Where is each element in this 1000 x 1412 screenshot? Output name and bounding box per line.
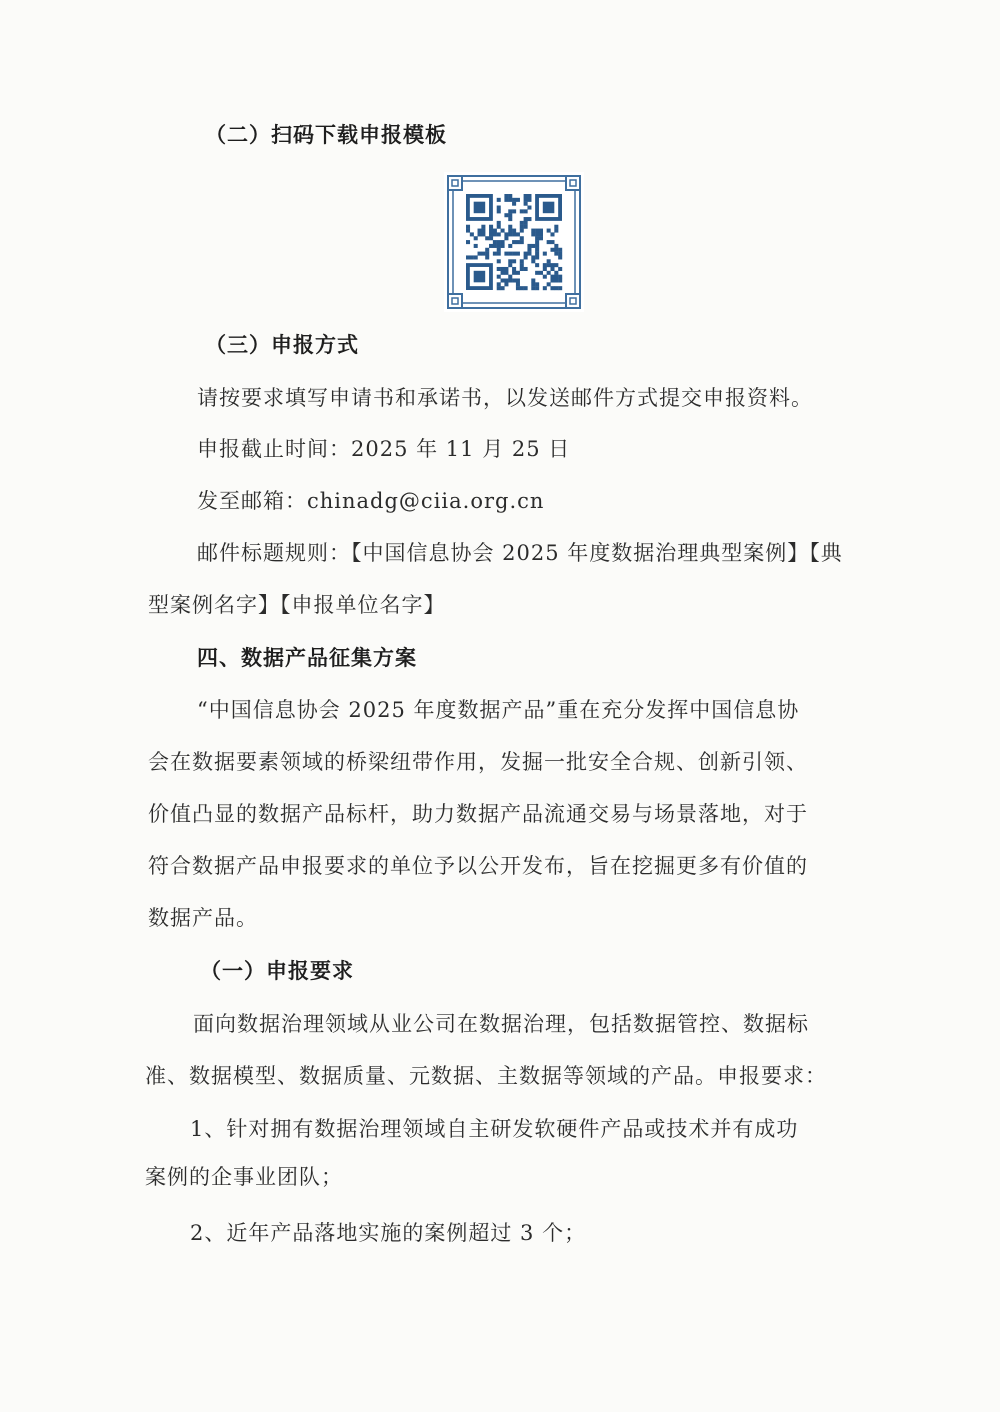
email-text: 发至邮箱：chinadg@ciia.org.cn	[197, 489, 545, 513]
intro-line: 数据产品。	[148, 906, 258, 930]
qr-code-icon[interactable]	[444, 172, 584, 312]
part-four-heading: 四、数据产品征集方案	[197, 646, 417, 670]
sub-one-heading: （一）申报要求	[200, 959, 354, 983]
intro-line: 会在数据要素领域的桥梁纽带作用，发掘一批安全合规、创新引领、	[148, 750, 808, 774]
requirement-item-1-cont: 案例的企事业团队；	[145, 1165, 343, 1189]
section-three-heading: （三）申报方式	[205, 333, 359, 357]
subject-rule-text: 邮件标题规则：【中国信息协会 2025 年度数据治理典型案例】【典	[197, 541, 843, 565]
intro-line: 符合数据产品申报要求的单位予以公开发布，旨在挖掘更多有价值的	[148, 854, 808, 878]
method-text: 请按要求填写申请书和承诺书，以发送邮件方式提交申报资料。	[197, 386, 813, 410]
requirement-intro-line: 准、数据模型、数据质量、元数据、主数据等领域的产品。申报要求：	[145, 1064, 827, 1088]
requirement-item-1: 1、针对拥有数据治理领域自主研发软硬件产品或技术并有成功	[190, 1117, 799, 1141]
deadline-text: 申报截止时间：2025 年 11 月 25 日	[197, 437, 571, 461]
subject-rule-text-cont: 型案例名字】【申报单位名字】	[148, 593, 446, 617]
intro-line: “中国信息协会 2025 年度数据产品”重在充分发挥中国信息协	[197, 698, 800, 722]
requirement-intro-line: 面向数据治理领域从业公司在数据治理，包括数据管控、数据标	[193, 1012, 809, 1036]
section-two-heading: （二）扫码下载申报模板	[205, 123, 447, 147]
intro-line: 价值凸显的数据产品标杆，助力数据产品流通交易与场景落地，对于	[148, 802, 808, 826]
requirement-item-2: 2、近年产品落地实施的案例超过 3 个；	[190, 1221, 587, 1245]
